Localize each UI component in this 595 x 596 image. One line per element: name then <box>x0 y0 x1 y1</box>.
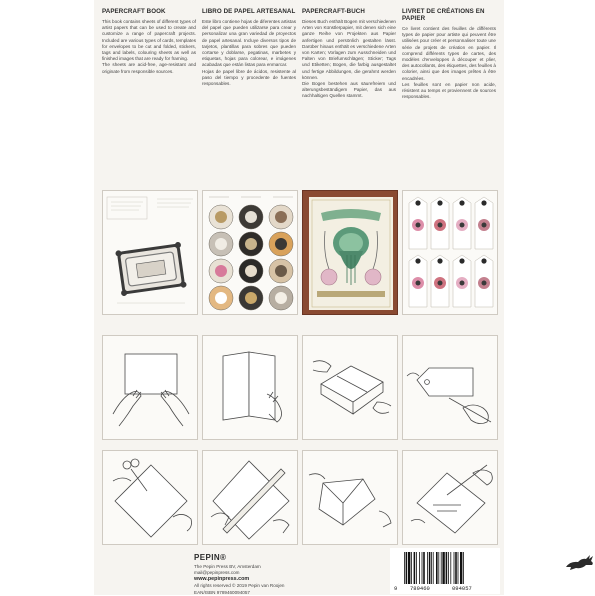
column-german <box>302 8 396 100</box>
barcode-digits-right: 094057 <box>452 585 472 592</box>
column-paragraph: This book contains sheets of different types of artist papers that can be used to create and customize a range of papercraft projects. Included are various types of cards, templates for envelopes to be cut and folded, stickers, tags and labels, colouring sheets as well as finished images that are ready for framing. <box>102 19 196 62</box>
column-paragraph: The sheets are acid-free, age-resistant and originate from responsible sources. <box>102 62 196 74</box>
round-seal-icon <box>269 259 293 283</box>
round-seal-icon <box>239 286 263 310</box>
column-paragraph: Este libro contiene hojas de diferentes artistas del papel que pueden utilizarse para crear y personalizar una gran variedad de proyectos de papel artesanal. Incluye diversos tipos de tarjetos, plantillas para sobres que pueden cortarse y doblarse, pegatinas, marbetes y etiquetas, hojas para colorear, e imágenes acabadas que están listas para enmarcar. <box>202 19 296 68</box>
barcode-digits-left: 789460 <box>410 585 430 592</box>
tag-icon <box>453 255 471 307</box>
sample-sheet-peacock-print <box>302 190 398 315</box>
tag-icon <box>475 197 493 249</box>
round-seal-icon <box>209 232 233 256</box>
isbn-line: EAN/ISBN 9789460094057 <box>194 589 250 595</box>
round-seal-icon <box>209 205 233 229</box>
instruction-wrapping-box <box>302 335 398 440</box>
tag-icon <box>475 255 493 307</box>
instruction-cutting-envelope <box>102 450 198 545</box>
back-cover <box>94 0 504 595</box>
sample-sheet-seals <box>202 190 298 315</box>
publisher-info <box>194 553 394 596</box>
column-title: LIVRET DE CRÉATIONS EN PAPIER <box>402 8 485 22</box>
column-paragraph: Die Bogen bestehen aus säurefreiem und alterungsbeständigem Papier, das aus nachhaltigen Quellen stammt. <box>302 81 396 99</box>
column-paragraph: Les feuilles sont en papier non acide, résistent au temps et proviennent de sources responsables. <box>402 81 496 100</box>
instruction-hands-holding-sheet <box>102 335 198 440</box>
tag-icon <box>431 255 449 307</box>
copyright-line: All rights reserved © 2019 Pepin van Roojen <box>194 583 285 589</box>
round-seal-icon <box>239 259 263 283</box>
ornate-frame-icon <box>115 242 187 297</box>
column-title: PAPERCRAFT-BUCH <box>302 8 365 15</box>
round-seal-icon <box>269 286 293 310</box>
tag-icon <box>431 197 449 249</box>
publisher-brand: PEPIN® <box>194 553 227 562</box>
round-seal-icon <box>239 232 263 256</box>
publisher-company: The Pepin Press BV, Amsterdam <box>194 564 261 569</box>
hare-logo-icon <box>564 553 595 571</box>
publisher-website: www.pepinpress.com <box>194 576 250 583</box>
instruction-writing-envelope <box>402 450 498 545</box>
instruction-ruler-fold <box>202 450 298 545</box>
column-english <box>102 8 196 75</box>
tag-icon <box>409 197 427 249</box>
tag-icon <box>453 197 471 249</box>
instruction-folding-envelope <box>302 450 398 545</box>
column-spanish <box>202 8 296 87</box>
round-seal-icon <box>269 232 293 256</box>
publisher-email: mail@pepinpress.com <box>194 570 240 576</box>
tag-icon <box>417 368 473 396</box>
instruction-tag-pen <box>402 335 498 440</box>
sample-sheet-frame-template <box>102 190 198 315</box>
round-seal-icon <box>209 259 233 283</box>
barcode-digit-first: 9 <box>394 585 398 592</box>
column-title: PAPERCRAFT BOOK <box>102 8 166 15</box>
round-seal-icon <box>269 205 293 229</box>
tag-icon <box>409 255 427 307</box>
column-french <box>402 8 496 100</box>
isbn-barcode <box>390 548 500 594</box>
sample-sheet-tags <box>402 190 498 315</box>
column-title: LIBRO DE PAPEL ARTESANAL <box>202 8 296 15</box>
instruction-open-folder <box>202 335 298 440</box>
column-paragraph: Hojas de papel libre de ácidos, resistente al paso del tiempo y procedente de fuentes responsables. <box>202 68 296 87</box>
column-paragraph: Dieses Buch enthält Bogen mit verschiedenen Arten von Künstlerpapier, mit denen sich eine ganze Reihe von Projekten aus Papier anfertigen und persönlich gestalten lässt. Darüber hinaus enthält es verschiedene Arten von Karten; Vorlagen zum Ausschneiden und Falten von Briefumschlägen; Sticker; Tags und Etiketten; Bogen, die farbig ausgestaltet und fertige Abbildungen, die gerahmt werden können. <box>302 19 396 80</box>
round-seal-icon <box>209 286 233 310</box>
column-paragraph: Ce livret contient des feuilles de différents types de papier pour artiste qui peuvent être utilisées pour créer et personnaliser toute une série de projets de création en papier. Il comprend différents types de cartes, des modèles d'enveloppes à découper et plier, des autocollants, des étiquettes, des feuilles à colorier, ainsi que des images prêtes à être encadrées. <box>402 26 496 81</box>
round-seal-icon <box>239 205 263 229</box>
